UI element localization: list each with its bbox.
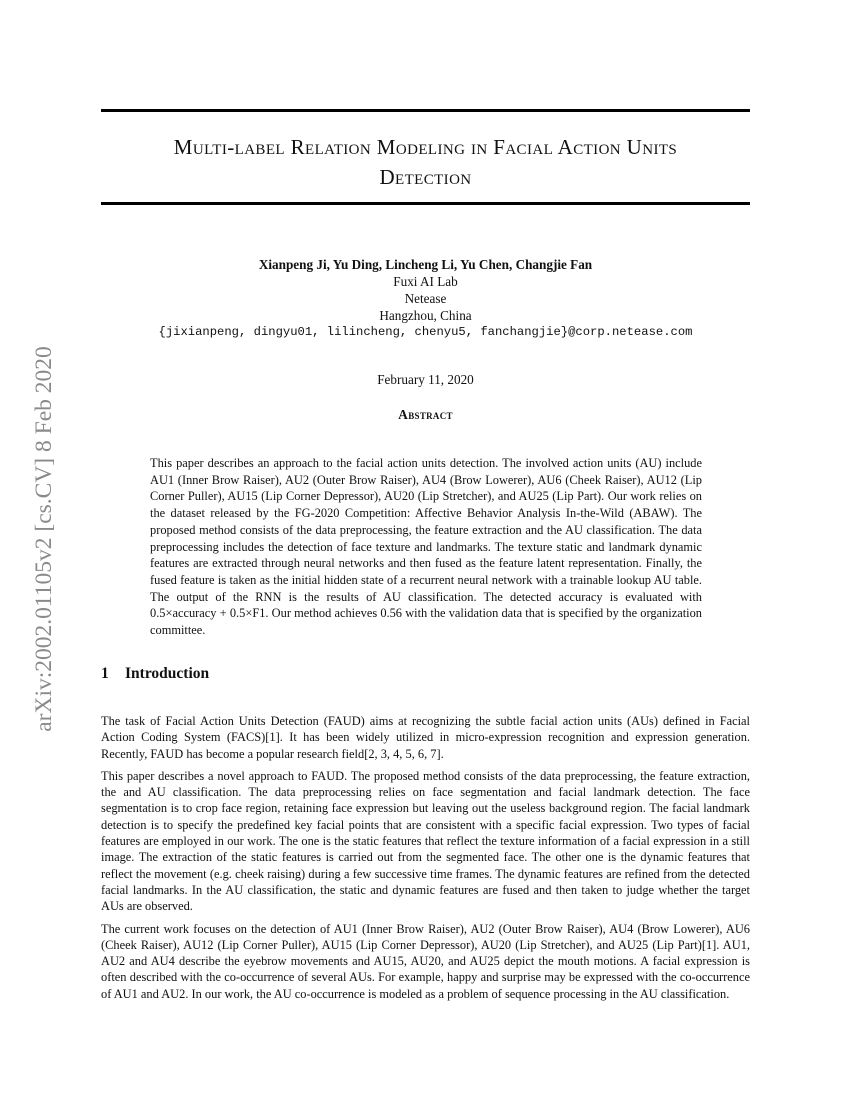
section-title: Introduction [125, 665, 210, 682]
affiliation-lab: Fuxi AI Lab [393, 274, 458, 289]
paragraph: The task of Facial Action Units Detection (FAUD) aims at recognizing the subtle facial action units (AUs) defined in Facial Action Coding System (FACS)[1]. It has been widely utilized in micro-expression recognition and expression generation. Recently, FAUD has become a popular research field[2, 3, 4, 5, 6, 7]. [101, 714, 750, 761]
arxiv-identifier: arXiv:2002.01105v2 [cs.CV] 8 Feb 2020 [31, 346, 57, 732]
paragraph: This paper describes a novel approach to FAUD. The proposed method consists of the data preprocessing, the feature extraction, the and AU classification. The data preprocessing relies on face segmentation and facial landmark detection. The face segmentation is to crop face region, retaining face expression but leaving out the useless background region. The facial landmark detection is to specify the predefined key facial points that are consistent with a specific facial expression. Two types of facial features are employed in our work. The one is the static features that reflect the texture information of a facial expression in a still image. The extraction of the static features is carried out from the segmented face. The other one is the dynamic features that reflect the movement (e.g. cheek raising) during a few successive time frames. The dynamic features are refined from the detected facial landmarks. In the AU classification, the static and dynamic features are fused and then taken to judge whether the target AUs are observed. [101, 768, 750, 914]
abstract-heading: Abstract [398, 407, 453, 422]
title-bottom-rule [101, 202, 750, 205]
paper-title [101, 132, 750, 192]
title-line-2: Detection [379, 165, 472, 189]
introduction-body [101, 713, 750, 1008]
author-names: Xianpeng Ji, Yu Ding, Lincheng Li, Yu Chen, Changjie Fan [258, 257, 593, 272]
title-top-rule [101, 109, 750, 112]
section-heading-introduction [101, 665, 209, 683]
affiliation-company: Netease [404, 291, 447, 306]
abstract-text: This paper describes an approach to the facial action units detection. The involved action units (AU) include AU1 (Inner Brow Raiser), AU2 (Outer Brow Raiser), AU4 (Brow Lowerer), AU6 (Cheek Raiser), AU12 (Lip Corner Puller), AU15 (Lip Corner Depressor), AU20 (Lip Stretcher), and AU25 (Lip Part). Our work relies on the dataset released by the FG-2020 Competition: Affective Behavior Analysis In-the-Wild (ABAW). The proposed method consists of the data preprocessing, the feature extraction and the AU classification. The data preprocessing includes the detection of face texture and landmarks. The texture static and landmark dynamic features are extracted through neural networks and then fused as the feature latent representation. Finally, the fused feature is taken as the initial hidden state of a recurrent neural network with a trainable lookup AU table. The output of the RNN is the results of AU classification. The detected accuracy is evaluated with 0.5×accuracy + 0.5×F1. Our method achieves 0.56 with the validation data that is specified by the organization committee. [150, 456, 702, 638]
section-number: 1 [101, 665, 109, 682]
affiliation-location: Hangzhou, China [379, 308, 472, 323]
paragraph: The current work focuses on the detection of AU1 (Inner Brow Raiser), AU2 (Outer Brow Raiser), AU4 (Brow Lowerer), AU6 (Cheek Raiser), AU12 (Lip Corner Puller), AU15 (Lip Corner Depressor), AU20 (Lip Stretcher), and AU25 (Lip Part)[1]. AU1, AU2 and AU4 describe the eyebrow movements and AU15, AU20, and AU25 depict the mouth motions. A facial expression is often described with the co-occurrence of several AUs. For example, happy and surprise may be expressed with the co-occurrence of AU1 and AU2. In our work, the AU co-occurrence is modeled as a problem of sequence processing in the AU classification. [101, 921, 750, 1001]
author-block [101, 256, 750, 341]
title-line-1: Multi-label Relation Modeling in Facial Action Units [173, 135, 678, 159]
publication-date: February 11, 2020 [377, 372, 474, 387]
author-emails: {jixianpeng, dingyu01, lilincheng, chenyu5, fanchangjie}@corp.netease.com [158, 325, 693, 339]
